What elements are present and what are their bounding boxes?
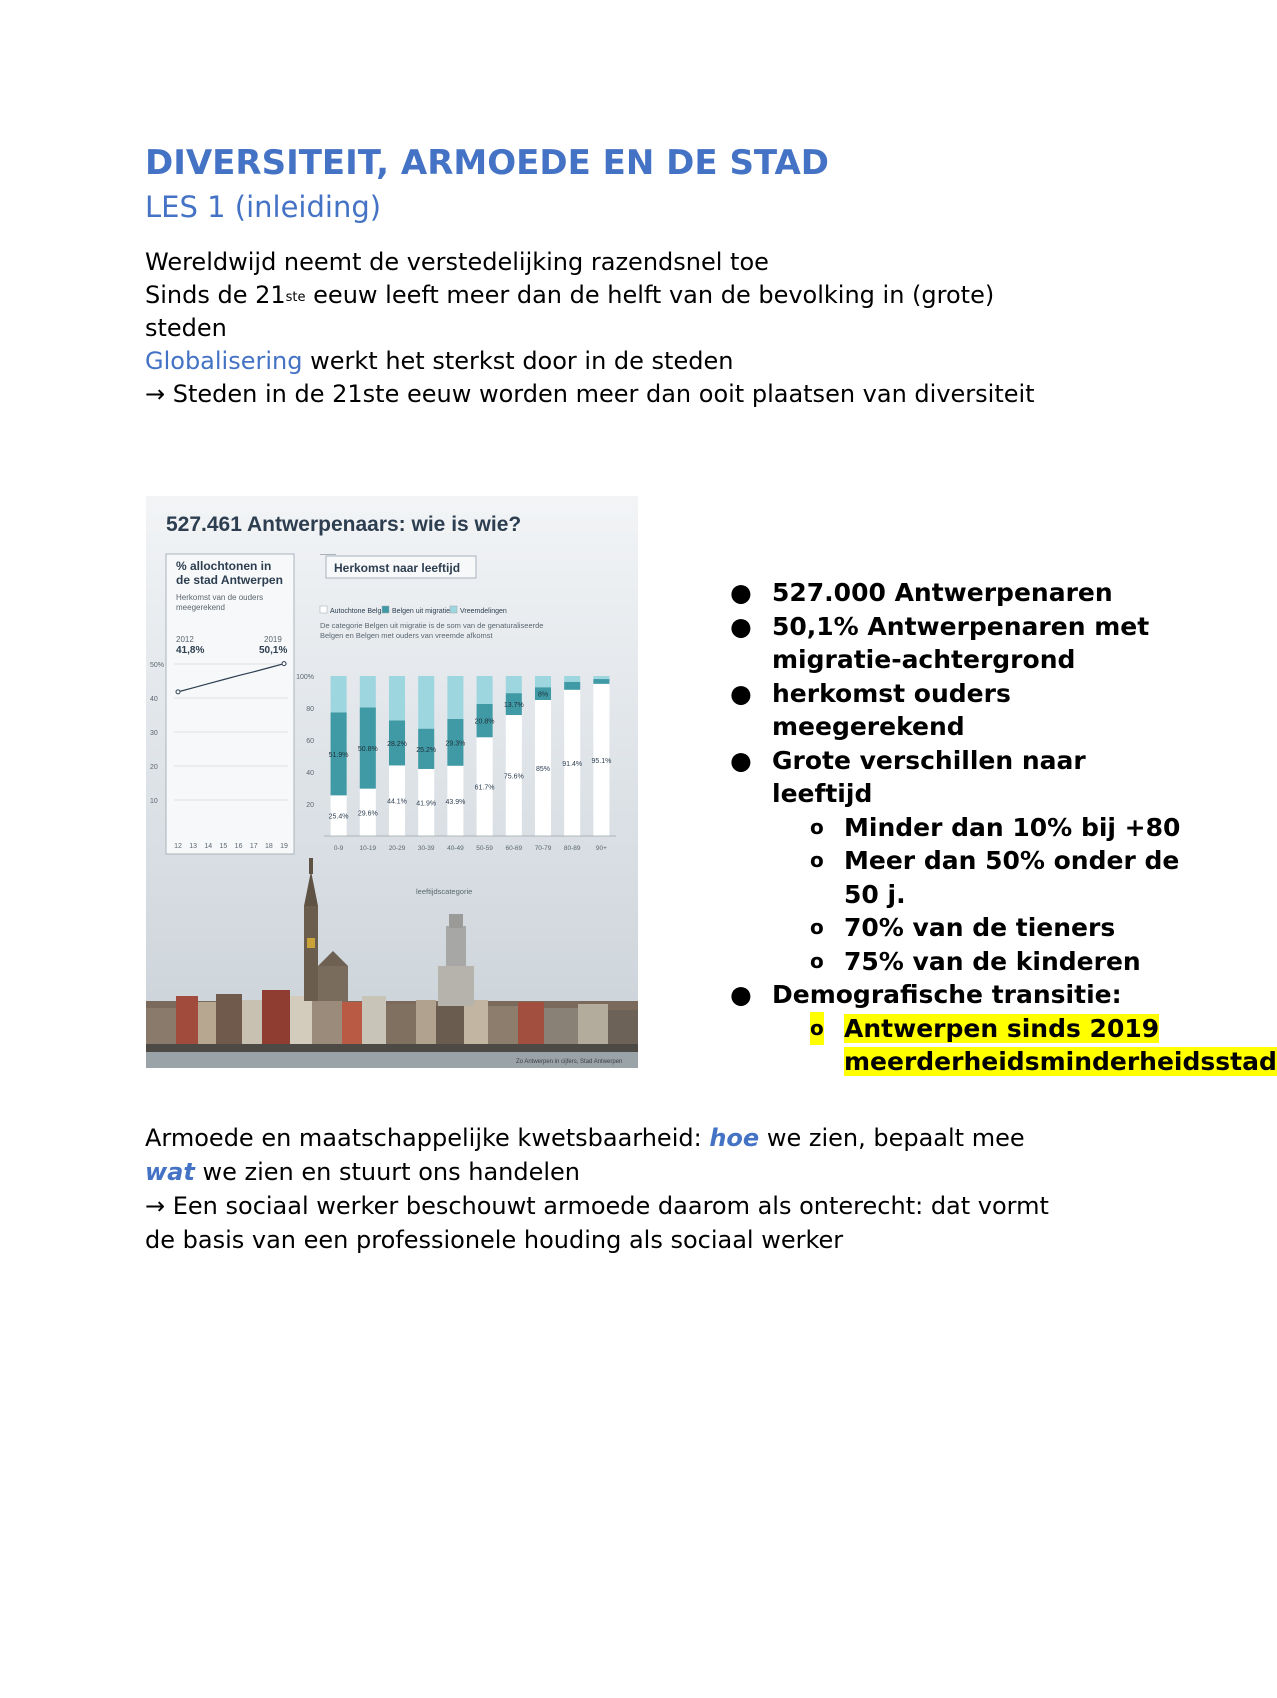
sub-bullet-list	[730, 811, 1190, 979]
sub-bullet-list-continued	[730, 1012, 1277, 1079]
sub-bullet-item	[730, 844, 1190, 911]
stacked-bar-segment	[389, 676, 405, 720]
globalisering-term: Globalisering	[145, 347, 303, 375]
circle-bullet-icon: o	[810, 915, 824, 939]
legend-label: Belgen uit migratie	[392, 608, 450, 615]
right-x-tick-label: 0-9	[333, 845, 344, 852]
bar-label-migratie: 28.2%	[387, 740, 407, 748]
bullet-item	[730, 576, 1190, 610]
right-y-tick-label: 40	[306, 770, 314, 777]
intro-line-2-end: eeuw leeft meer dan de helft van de bevolking in (grote) steden	[145, 281, 995, 342]
left-start-year: 2012	[176, 635, 194, 644]
left-x-tick-label: 15	[219, 843, 228, 850]
bar-label-migratie: 13.7%	[503, 702, 524, 710]
emphasis-hoe: hoe	[709, 1124, 760, 1152]
infographic-svg	[146, 496, 638, 1068]
sub-bullet-text: 75% van de kinderen	[844, 946, 1141, 976]
bullet-text: 527.000 Antwerpenaren	[772, 578, 1113, 607]
sub-bullet-item	[730, 811, 1190, 845]
bar-label-autochtoon: 91.4%	[562, 760, 583, 768]
closing-paragraph	[145, 1121, 1065, 1257]
left-y-tick-label: 40	[150, 696, 158, 703]
right-panel-note-1: De categorie Belgen uit migratie is de som van de genaturaliseerde	[320, 621, 544, 630]
stacked-bar-segment	[593, 679, 609, 684]
left-x-tick-label: 12	[174, 843, 182, 850]
page-title: DIVERSITEIT, ARMOEDE EN DE STAD	[145, 143, 830, 183]
circle-bullet-icon: o	[810, 814, 824, 839]
stacked-bar-segment	[331, 676, 347, 712]
left-line-point	[282, 662, 286, 666]
antwerp-infographic-image	[146, 496, 638, 1068]
left-x-tick-label: 16	[234, 843, 243, 850]
right-y-tick-label: 80	[306, 706, 314, 713]
bullet-text: Grote verschillen naar leeftijd	[772, 745, 1086, 808]
legend-label: Autochtone Belg	[330, 608, 382, 615]
bullet-dot-icon: ●	[730, 745, 752, 775]
stacked-bar-segment	[477, 676, 493, 704]
bar-label-autochtoon: 41.9%	[416, 800, 437, 808]
stacked-bar-segment	[593, 676, 609, 679]
bar-label-autochtoon: 25.4%	[328, 813, 349, 821]
left-x-tick-label: 14	[204, 843, 213, 850]
right-x-tick-label: 70-79	[534, 845, 552, 852]
infographic-title: 527.461 Antwerpenaars: wie is wie?	[166, 513, 522, 536]
right-x-tick-label: 30-39	[417, 845, 435, 852]
left-x-tick-label: 18	[264, 843, 273, 850]
stacked-bar-segment	[360, 676, 376, 707]
circle-bullet-icon: o	[810, 948, 824, 973]
left-panel-subtitle: Herkomst van de ouders	[176, 593, 264, 602]
bar-label-autochtoon: 44.1%	[387, 798, 407, 806]
bar-label-autochtoon: 61.7%	[474, 784, 495, 792]
bullet-text: Demografische transitie:	[772, 980, 1122, 1009]
left-y-tick-label: 10	[150, 798, 158, 805]
sub-bullet-text: Meer dan 50% onder de 50 j.	[844, 846, 1180, 909]
right-y-tick-label: 100%	[296, 674, 314, 681]
circle-bullet-icon: o	[810, 848, 824, 872]
left-panel-subtitle-2: meegerekend	[176, 603, 225, 612]
sub-bullet-item	[730, 945, 1190, 979]
right-bar-chart	[296, 674, 616, 852]
left-panel-title-1: % allochtonen in	[176, 559, 272, 573]
intro-line-1: Wereldwijd neemt de verstedelijking razendsnel toe	[145, 248, 769, 276]
closing-line-1-mid: we zien, bepaalt mee	[759, 1124, 1025, 1152]
right-panel-title: Herkomst naar leeftijd	[334, 561, 461, 575]
right-x-tick-label: 20-29	[388, 845, 406, 852]
bar-label-autochtoon: 95.1%	[591, 757, 612, 765]
left-x-tick-label: 19	[280, 843, 288, 850]
bar-label-migratie: 51.9%	[328, 751, 349, 759]
closing-line-1-end: we zien en stuurt ons handelen	[194, 1158, 581, 1186]
right-x-tick-label: 90+	[595, 845, 607, 852]
bullet-dot-icon: ●	[730, 678, 752, 708]
right-y-tick-label: 20	[306, 802, 314, 809]
bar-label-migratie: 50.8%	[357, 746, 378, 753]
right-x-tick-label: 40-49	[447, 845, 464, 852]
x-axis-title: leeftijdscategorie	[416, 887, 473, 896]
bar-label-autochtoon: 75.6%	[503, 773, 524, 781]
bar-label-migratie: 20.8%	[474, 718, 495, 726]
bullet-text: 50,1% Antwerpenaren met migratie-achtergrond	[772, 611, 1150, 674]
right-x-tick-label: 10-19	[359, 845, 377, 852]
circle-bullet-icon: o	[810, 1012, 824, 1046]
right-x-tick-label: 50-59	[476, 845, 493, 852]
right-x-tick-label: 60-69	[505, 845, 523, 852]
infographic-source: Zo Antwerpen in cijfers, Stad Antwerpen	[516, 1059, 623, 1065]
intro-line-3-rest: werkt het sterkst door in de steden	[302, 347, 734, 375]
legend-swatch	[320, 606, 327, 613]
bullet-list-continued	[730, 978, 1190, 1012]
bullet-item	[730, 677, 1190, 744]
right-y-tick-label: 60	[306, 738, 314, 745]
left-y-tick-label: 20	[150, 764, 158, 771]
bullet-item	[730, 610, 1190, 677]
left-end-value: 50,1%	[259, 645, 288, 656]
intro-line-3	[145, 345, 1045, 378]
bar-label-migratie: 29.3%	[445, 740, 466, 748]
closing-line-1	[145, 1121, 1065, 1189]
stacked-bar-segment	[506, 676, 522, 693]
legend-swatch	[382, 606, 389, 613]
highlighted-sub-bullet-text: Antwerpen sinds 2019 meerderheidsminderheidsstad	[844, 1013, 1277, 1076]
bar-label-autochtoon: 43.9%	[445, 798, 466, 806]
legend-label: Vreemdelingen	[460, 608, 507, 615]
bullet-dot-icon: ●	[730, 611, 752, 641]
intro-line-2-start: Sinds de 21	[145, 281, 286, 309]
intro-paragraph	[145, 246, 1045, 411]
sub-bullet-item	[730, 911, 1190, 945]
sub-bullet-item	[730, 1012, 1277, 1079]
bullet-dot-icon: ●	[730, 578, 752, 607]
sub-bullet-text: 70% van de tieners	[844, 913, 1116, 942]
intro-line-2	[145, 279, 1045, 345]
sub-bullet-text: Minder dan 10% bij +80	[844, 812, 1181, 842]
closing-line-2: → Een sociaal werker beschouwt armoede daarom als onterecht: dat vormt de basis van een professionele houding als sociaal werker	[145, 1192, 1049, 1254]
closing-line-1-start: Armoede en maatschappelijke kwetsbaarheid:	[145, 1124, 710, 1152]
left-end-year: 2019	[264, 635, 282, 644]
superscript-ste: ste	[285, 290, 306, 305]
left-panel-title-2: de stad Antwerpen	[176, 573, 283, 587]
intro-line-4: → Steden in de 21ste eeuw worden meer dan ooit plaatsen van diversiteit	[145, 380, 1035, 408]
bar-label-autochtoon: 85%	[535, 766, 551, 773]
right-x-tick-label: 80-89	[563, 845, 581, 852]
bullet-text: herkomst ouders meegerekend	[772, 678, 1011, 741]
stacked-bar-segment	[564, 676, 580, 682]
left-start-value: 41,8%	[176, 645, 205, 656]
stacked-bar-segment	[564, 682, 580, 690]
bullet-dot-icon: ●	[730, 980, 752, 1009]
stacked-bar-segment	[447, 676, 463, 719]
chart-legend	[320, 606, 507, 615]
bar-label-autochtoon: 29.6%	[357, 810, 378, 818]
bullet-list-panel	[730, 576, 1277, 1088]
stacked-bar-segment	[418, 676, 434, 729]
left-x-tick-label: 13	[189, 843, 198, 850]
left-y-tick-label: 30	[150, 730, 158, 737]
bullet-item	[730, 978, 1190, 1012]
left-line-point	[176, 690, 180, 694]
left-y-tick-label: 50%	[150, 662, 165, 669]
bullet-list	[730, 576, 1190, 811]
right-panel-note-2: Belgen en Belgen met ouders van vreemde afkomst	[320, 631, 493, 640]
left-x-tick-label: 17	[249, 843, 258, 850]
legend-swatch	[450, 606, 457, 613]
bar-label-migratie: 8%	[537, 691, 549, 699]
page-subtitle: LES 1 (inleiding)	[145, 190, 382, 224]
bullet-item	[730, 744, 1190, 811]
stacked-bar-segment	[535, 676, 551, 687]
emphasis-wat: wat	[145, 1158, 195, 1186]
bar-label-migratie: 25.2%	[416, 746, 437, 754]
right-panel-rule	[320, 554, 336, 555]
